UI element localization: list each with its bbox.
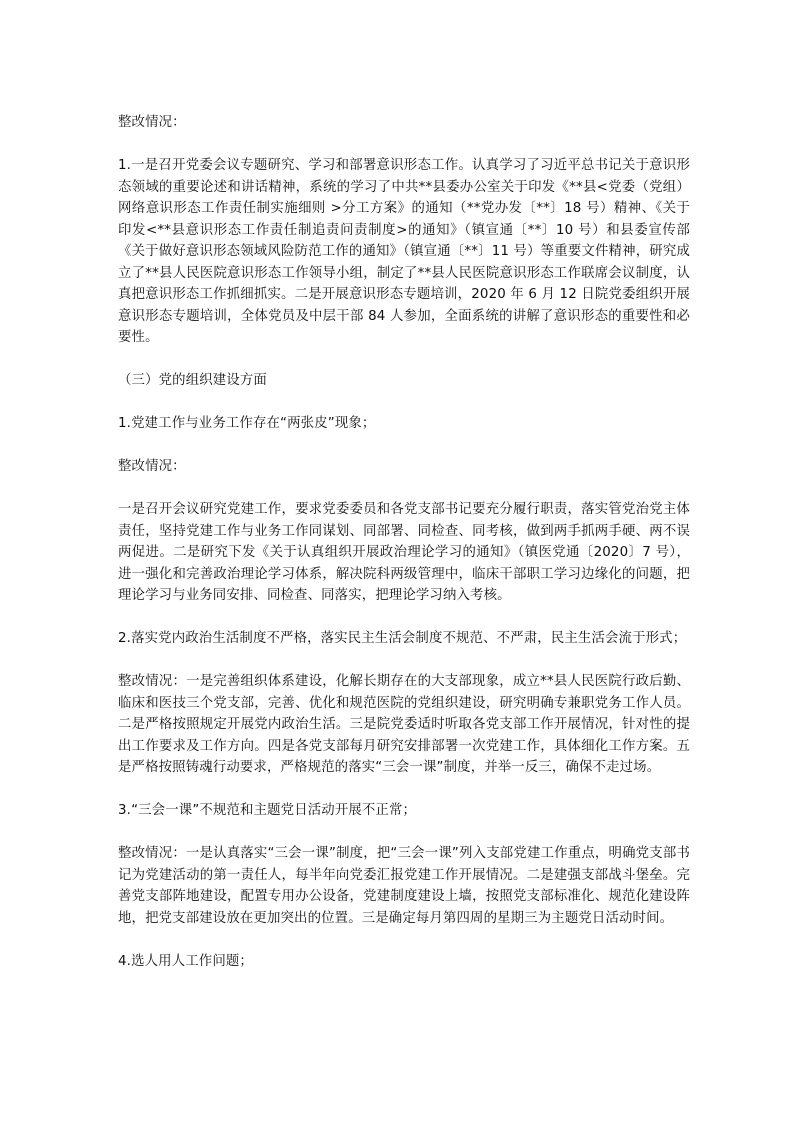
issue-item-2: 2.落实党内政治生活制度不严格，落实民主生活会制度不规范、不严肃，民主生活会流于形式； xyxy=(118,631,687,646)
heading-rectification-2: 整改情况： xyxy=(118,459,186,474)
paragraph-ideology-work: 1.一是召开党委会议专题研究、学习和部署意识形态工作。认真学习了习近平总书记关于意识形态领域的重要论述和讲话精神，系统的学习了中共**县委办公室关于印发《**县<党委（党组）网络意识形态工作责任制实施细则 >分工方案》的通知（**党办发〔**〕18 号）精神、《关于印发<**县意识形态工作责任制追责问责制度>的通知》（镇宣通〔**〕10 号）和县委宣传部《关于做好意识形态领域风险防范工作的通知》（镇宣通〔**〕11 号）等重要文件精神，研究成立了**县人民医院意识形态工作领导小组，制定了**县人民医院意识形态工作联席会议制度，认真把意识形态工作抓细抓实。二是开展意识形态专题培训，2020 年 6 月 12 日院党委组织开展意识形态专题培训，全体党员及中层干部 84 人参加，全面系统的讲解了意识形态的重要性和必要性。 xyxy=(118,158,690,345)
heading-rectification-1: 整改情况： xyxy=(118,115,186,130)
paragraph-rectification-3: 整改情况：一是认真落实“三会一课”制度，把“三会一课”列入支部党建工作重点，明确党支部书记为党建活动的第一责任人，每半年向党委汇报党建工作开展情况。二是建强支部战斗堡垒。完善党支部阵地建设，配置专用办公设备，党建制度建设上墙，按照党支部标准化、规范化建设阵地，把党支部建设放在更加突出的位置。三是确定每月第四周的星期三为主题党日活动时间。 xyxy=(118,846,690,926)
issue-item-3: 3.“三会一课”不规范和主题党日活动开展不正常； xyxy=(118,803,417,818)
paragraph-rectification-2: 整改情况：一是完善组织体系建设，化解长期存在的大支部现象，成立**县人民医院行政后勤、临床和医技三个党支部，完善、优化和规范医院的党组织建设，研究明确专兼职党务工作人员。二是严格按照规定开展党内政治生活。三是院党委适时听取各党支部工作开展情况，针对性的提出工作要求及工作方向。四是各党支部每月研究安排部署一次党建工作，具体细化工作方案。五是严格按照铸魂行动要求，严格规范的落实“三会一课”制度，并举一反三，确保不走过场。 xyxy=(118,674,690,775)
issue-item-4: 4.选人用人工作问题； xyxy=(118,953,253,969)
section-heading-organization: （三）党的组织建设方面 xyxy=(118,373,267,388)
paragraph-party-building: 一是召开会议研究党建工作，要求党委委员和各党支部书记要充分履行职责，落实管党治党主体责任，坚持党建工作与业务工作同谋划、同部署、同检查、同考核，做到两手抓两手硬、两不误两促进。二是研究下发《关于认真组织开展政治理论学习的通知》（镇医党通〔2020〕7 号），进一强化和完善政治理论学习体系，解决院科两级管理中，临床干部职工学习边缘化的问题，把理论学习与业务同安排、同检查、同落实，把理论学习纳入考核。 xyxy=(118,502,690,603)
document-page xyxy=(118,112,690,994)
issue-item-1: 1.党建工作与业务工作存在“两张皮”现象； xyxy=(118,416,376,431)
